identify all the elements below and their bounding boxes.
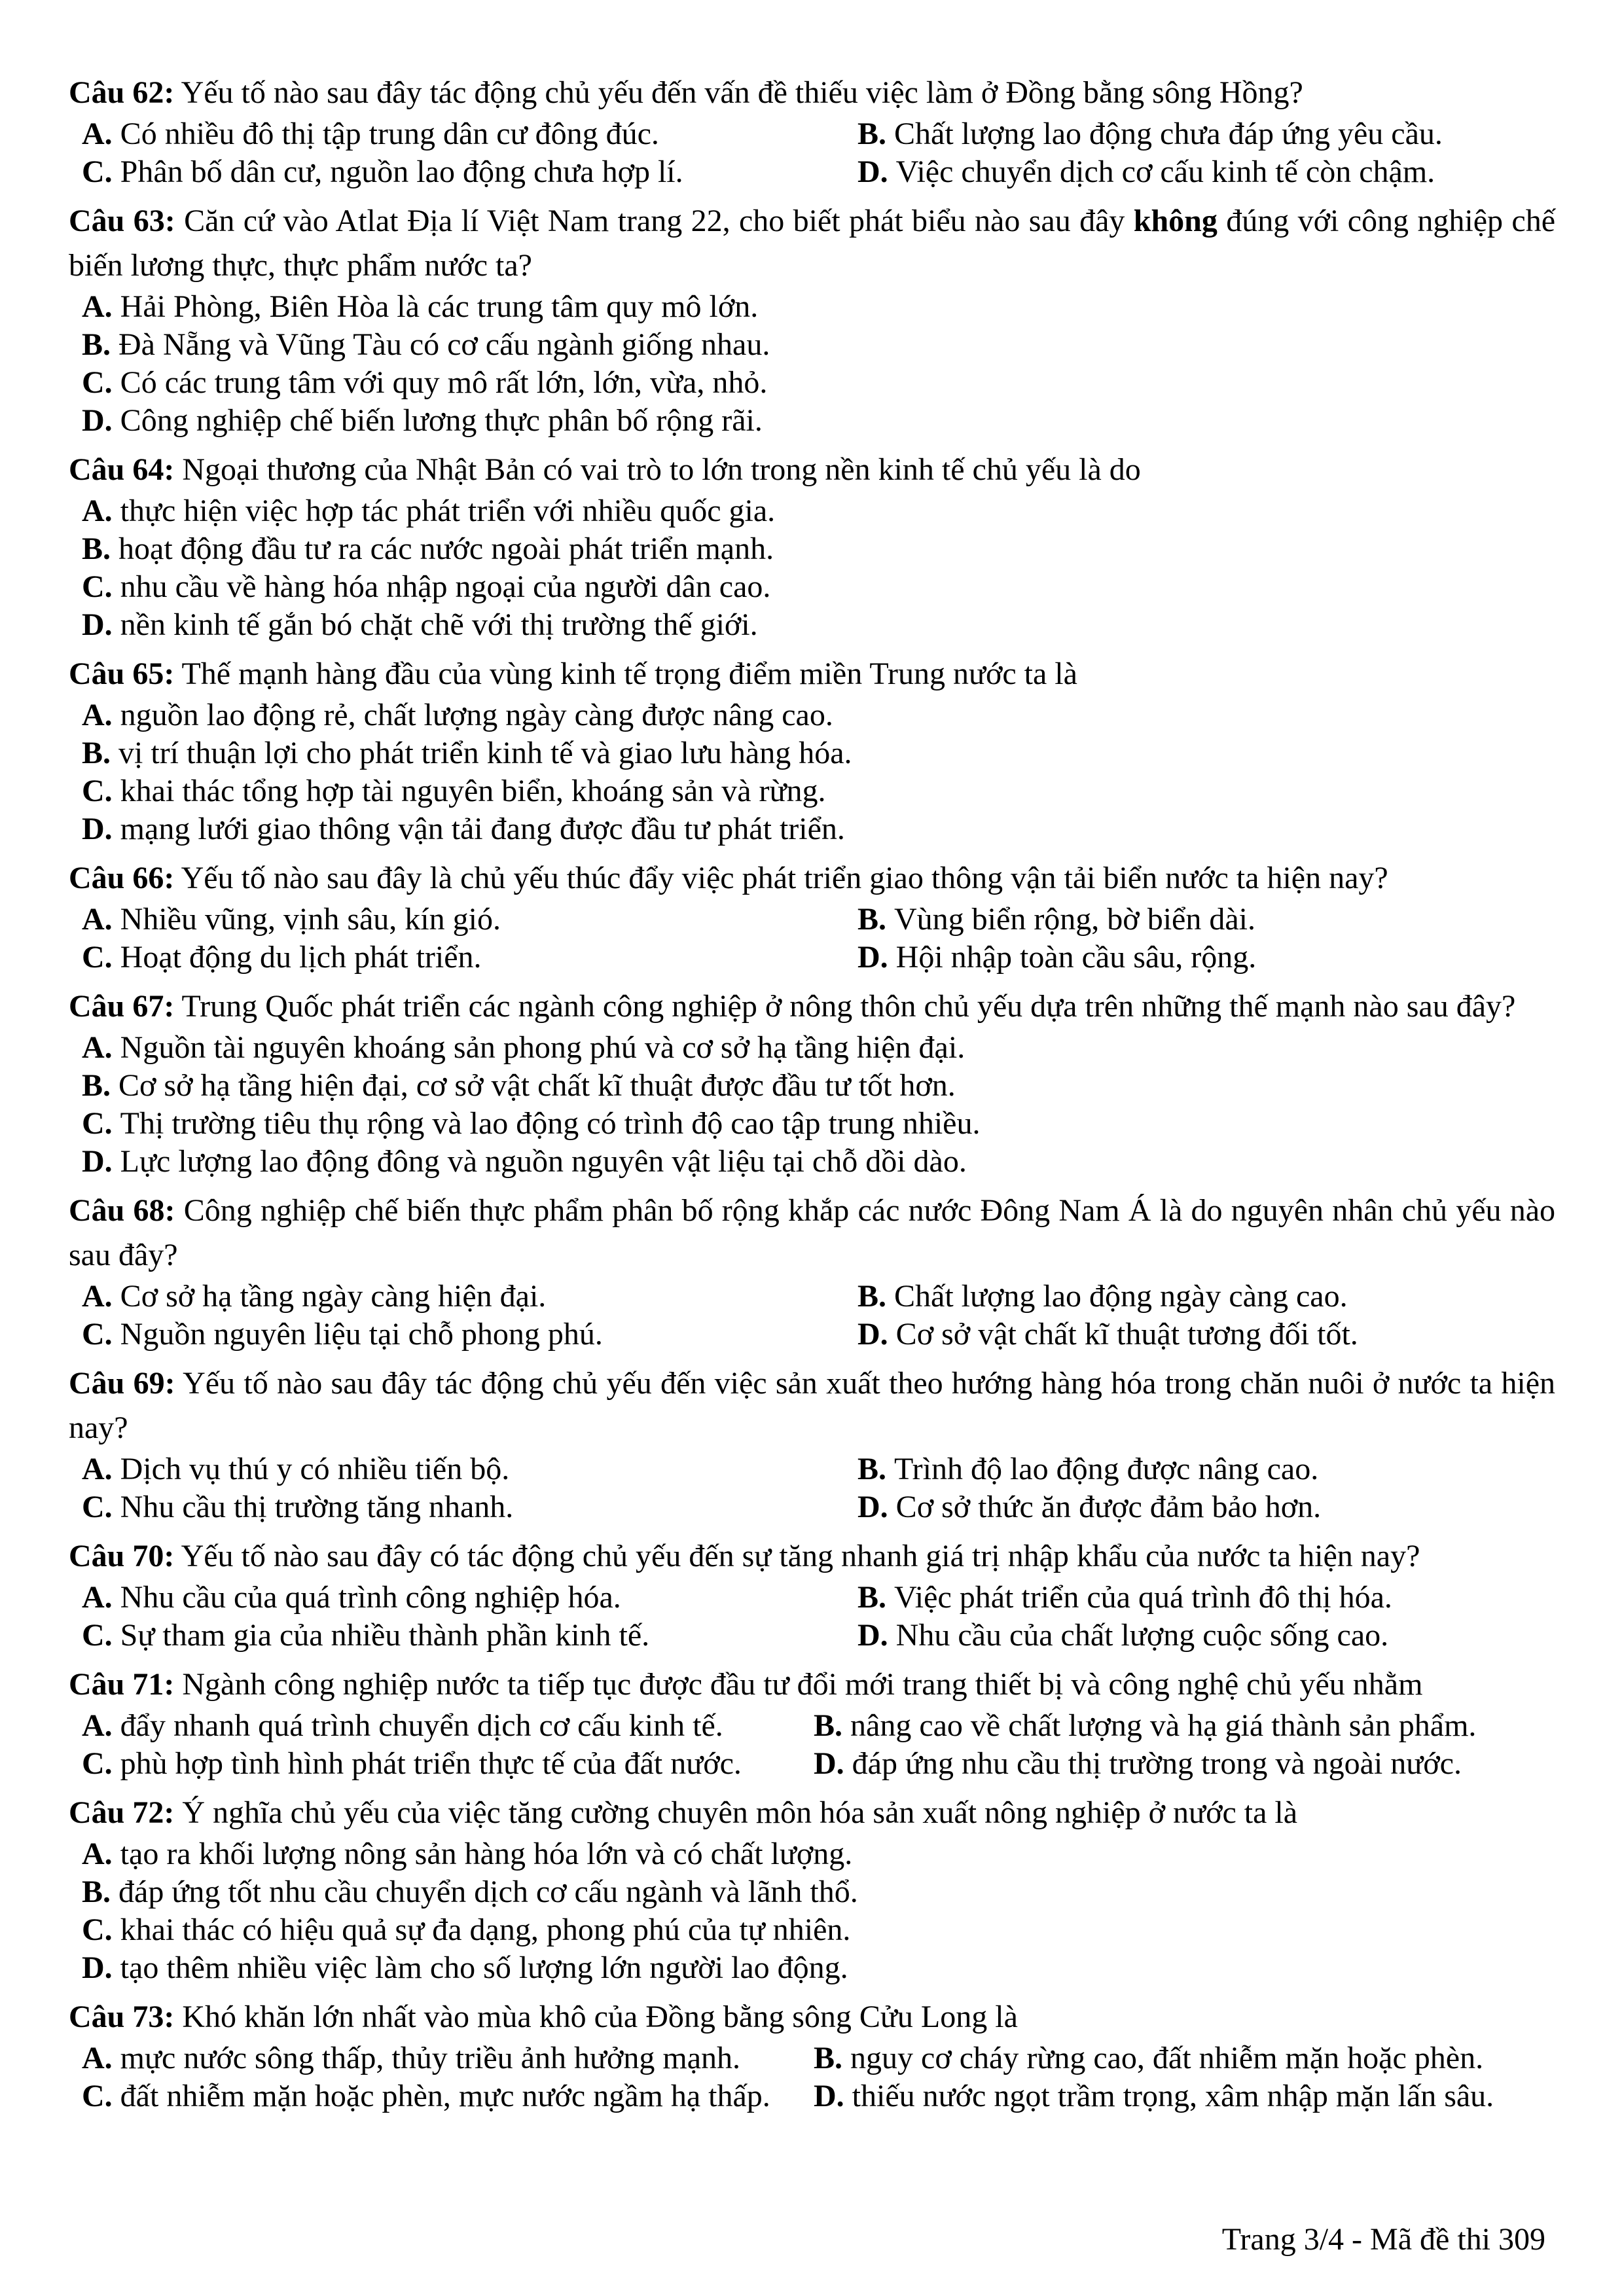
option-row	[82, 1143, 1555, 1181]
options	[69, 901, 1555, 977]
question-segment: Ý nghĩa chủ yếu của việc tăng cường chuyên môn hóa sản xuất nông nghiệp ở nước ta là	[174, 1795, 1298, 1830]
options	[69, 115, 1555, 191]
option-text: Dịch vụ thú y có nhiều tiến bộ.	[120, 1452, 510, 1486]
option-text: đẩy nhanh quá trình chuyển dịch cơ cấu kinh tế.	[120, 1708, 723, 1743]
option-D	[857, 1488, 1321, 1526]
question-segment: Yếu tố nào sau đây tác động chủ yếu đến vấn đề thiếu việc làm ở Đồng bằng sông Hồng?	[174, 75, 1303, 110]
option-letter: C.	[82, 1317, 113, 1352]
option-B	[857, 1278, 1348, 1316]
option-text: Nhu cầu của chất lượng cuộc sống cao.	[895, 1618, 1389, 1653]
option-row	[82, 153, 1555, 191]
option-text: Cơ sở hạ tầng ngày càng hiện đại.	[120, 1279, 547, 1314]
option-letter: A.	[82, 1279, 113, 1314]
option-C	[82, 2077, 814, 2115]
option-text: Nhu cầu của quá trình công nghiệp hóa.	[120, 1580, 621, 1615]
question-label: Câu 73:	[69, 2000, 175, 2034]
option-row	[82, 939, 1555, 977]
option-row	[82, 2039, 1555, 2077]
option-text: hoạt động đầu tư ra các nước ngoài phát triển mạnh.	[118, 531, 774, 566]
option-letter: A.	[82, 1837, 113, 1871]
option-row	[82, 1579, 1555, 1617]
question-label: Câu 66:	[69, 861, 175, 895]
option-text: thực hiện việc hợp tác phát triển với nhiều quốc gia.	[120, 493, 776, 528]
option-text: Công nghiệp chế biến lương thực phân bố rộng rãi.	[120, 403, 763, 438]
question-segment: Trung Quốc phát triển các ngành công nghiệp ở nông thôn chủ yếu dựa trên những thế mạnh nào sau đây?	[174, 989, 1516, 1024]
option-text: thiếu nước ngọt trầm trọng, xâm nhập mặn lấn sâu.	[852, 2079, 1494, 2113]
option-B	[82, 1068, 956, 1103]
option-text: Việc phát triển của quá trình đô thị hóa.	[894, 1580, 1392, 1615]
option-row	[82, 606, 1555, 644]
option-A	[82, 1707, 814, 1745]
option-text: nền kinh tế gắn bó chặt chẽ với thị trường thế giới.	[120, 607, 758, 642]
option-letter: A.	[82, 1030, 113, 1065]
option-letter: B.	[82, 531, 111, 566]
option-row	[82, 1105, 1555, 1143]
question-text	[69, 71, 1555, 115]
option-text: Vùng biển rộng, bờ biển dài.	[894, 902, 1255, 937]
question-segment: Công nghiệp chế biến thực phẩm phân bố rộng khắp các nước Đông Nam Á là do nguyên nhân chủ yếu nào sau đây?	[69, 1193, 1556, 1272]
question-text	[69, 1791, 1555, 1835]
option-row	[82, 810, 1555, 848]
option-text: Việc chuyển dịch cơ cấu kinh tế còn chậm.	[895, 154, 1435, 189]
option-letter: D.	[857, 154, 888, 189]
question-text	[69, 1189, 1555, 1278]
options	[69, 1707, 1555, 1783]
option-text: vị trí thuận lợi cho phát triển kinh tế và giao lưu hàng hóa.	[118, 736, 852, 770]
option-text: tạo ra khối lượng nông sản hàng hóa lớn và có chất lượng.	[120, 1837, 853, 1871]
option-text: nhu cầu về hàng hóa nhập ngoại của người dân cao.	[120, 569, 771, 604]
question-text	[69, 1534, 1555, 1579]
option-row	[82, 1707, 1555, 1745]
option-row	[82, 568, 1555, 606]
option-B	[857, 1579, 1392, 1617]
option-letter: A.	[82, 493, 113, 528]
option-letter: D.	[857, 1490, 888, 1524]
option-C	[82, 1106, 980, 1141]
option-A	[82, 1278, 857, 1316]
option-D	[82, 403, 763, 438]
option-letter: D.	[857, 940, 888, 975]
option-row	[82, 1316, 1555, 1354]
question-68	[69, 1189, 1555, 1354]
question-segment: Khó khăn lớn nhất vào mùa khô của Đồng bằng sông Cửu Long là	[174, 2000, 1018, 2034]
page-number-footer: Trang 3/4 - Mã đề thi 309	[1221, 2222, 1545, 2257]
option-text: Chất lượng lao động chưa đáp ứng yêu cầu.	[894, 117, 1443, 151]
question-segment: Căn cứ vào Atlat Địa lí Việt Nam trang 22, cho biết phát biểu nào sau đây	[175, 204, 1134, 238]
option-C	[82, 1745, 814, 1783]
option-C	[82, 774, 826, 808]
question-segment: Yếu tố nào sau đây là chủ yếu thúc đẩy việc phát triển giao thông vận tải biển nước ta hiện nay?	[174, 861, 1388, 895]
option-D	[82, 1144, 967, 1179]
question-segment: Ngoại thương của Nhật Bản có vai trò to lớn trong nền kinh tế chủ yếu là do	[174, 452, 1141, 487]
option-letter: A.	[82, 1580, 113, 1615]
option-B	[82, 531, 774, 566]
option-letter: D.	[82, 1144, 113, 1179]
option-text: Chất lượng lao động ngày càng cao.	[894, 1279, 1348, 1314]
question-label: Câu 65:	[69, 656, 175, 691]
options	[69, 1579, 1555, 1655]
option-row	[82, 288, 1555, 326]
question-label: Câu 71:	[69, 1667, 175, 1702]
option-A	[82, 1837, 852, 1871]
question-segment: Yếu tố nào sau đây có tác động chủ yếu đến sự tăng nhanh giá trị nhập khẩu của nước ta hiện nay?	[174, 1539, 1420, 1573]
option-letter: C.	[82, 2079, 113, 2113]
question-text	[69, 1995, 1555, 2039]
option-letter: C.	[82, 940, 113, 975]
option-letter: B.	[82, 327, 111, 362]
option-letter: A.	[82, 117, 113, 151]
option-row	[82, 1029, 1555, 1067]
option-text: Thị trường tiêu thụ rộng và lao động có trình độ cao tập trung nhiều.	[120, 1106, 981, 1141]
option-letter: A.	[82, 1708, 113, 1743]
question-emphasis: không	[1133, 204, 1218, 238]
option-text: phù hợp tình hình phát triển thực tế của đất nước.	[120, 1746, 742, 1781]
option-text: khai thác có hiệu quả sự đa dạng, phong phú của tự nhiên.	[120, 1912, 851, 1947]
option-D	[814, 1745, 1462, 1783]
option-letter: B.	[82, 736, 111, 770]
question-label: Câu 70:	[69, 1539, 175, 1573]
options	[69, 1029, 1555, 1181]
option-letter: C.	[82, 365, 113, 400]
option-B	[857, 1450, 1318, 1488]
option-text: Đà Nẵng và Vũng Tàu có cơ cấu ngành giống nhau.	[118, 327, 770, 362]
option-text: Cơ sở thức ăn được đảm bảo hơn.	[895, 1490, 1322, 1524]
question-text	[69, 448, 1555, 492]
option-row	[82, 1488, 1555, 1526]
option-text: đất nhiễm mặn hoặc phèn, mực nước ngầm hạ thấp.	[120, 2079, 770, 2113]
option-B	[82, 327, 770, 362]
option-letter: D.	[814, 1746, 844, 1781]
option-B	[857, 115, 1443, 153]
option-letter: D.	[82, 403, 113, 438]
option-letter: B.	[857, 117, 887, 151]
option-row	[82, 1067, 1555, 1105]
option-A	[82, 698, 833, 732]
option-B	[857, 901, 1255, 939]
option-text: Hội nhập toàn cầu sâu, rộng.	[895, 940, 1257, 975]
option-text: Nhiều vũng, vịnh sâu, kín gió.	[120, 902, 501, 937]
option-row	[82, 734, 1555, 772]
question-list	[69, 71, 1555, 2115]
option-B	[814, 1707, 1476, 1745]
option-text: nguy cơ cháy rừng cao, đất nhiễm mặn hoặc phèn.	[850, 2041, 1484, 2075]
question-segment: Yếu tố nào sau đây tác động chủ yếu đến việc sản xuất theo hướng hàng hóa trong chăn nuôi ở nước ta hiện nay?	[69, 1366, 1556, 1445]
option-letter: D.	[857, 1618, 888, 1653]
question-70	[69, 1534, 1555, 1655]
options	[69, 2039, 1555, 2115]
question-label: Câu 62:	[69, 75, 175, 110]
option-letter: B.	[857, 902, 887, 937]
option-letter: A.	[82, 1452, 113, 1486]
question-71	[69, 1662, 1555, 1783]
option-text: mực nước sông thấp, thủy triều ảnh hưởng mạnh.	[120, 2041, 740, 2075]
question-67	[69, 984, 1555, 1181]
option-row	[82, 530, 1555, 568]
option-text: đáp ứng tốt nhu cầu chuyển dịch cơ cấu ngành và lãnh thổ.	[118, 1874, 858, 1909]
option-D	[82, 812, 845, 846]
options	[69, 1278, 1555, 1354]
option-letter: B.	[857, 1279, 887, 1314]
question-segment: đúng với công nghiệp chế biến lương thực, thực phẩm nước ta?	[69, 204, 1556, 283]
option-text: đáp ứng nhu cầu thị trường trong và ngoài nước.	[852, 1746, 1462, 1781]
option-row	[82, 1949, 1555, 1987]
option-D	[857, 1617, 1388, 1655]
option-row	[82, 115, 1555, 153]
question-64	[69, 448, 1555, 644]
option-B	[82, 736, 852, 770]
question-label: Câu 68:	[69, 1193, 175, 1228]
question-segment: Ngành công nghiệp nước ta tiếp tục được đầu tư đổi mới trang thiết bị và công nghệ chủ yếu nhằm	[174, 1667, 1423, 1702]
option-letter: B.	[82, 1874, 111, 1909]
option-letter: C.	[82, 1618, 113, 1653]
option-row	[82, 901, 1555, 939]
option-D	[857, 153, 1435, 191]
option-C	[82, 939, 857, 977]
question-text	[69, 199, 1555, 288]
options	[69, 492, 1555, 644]
option-text: nâng cao về chất lượng và hạ giá thành sản phẩm.	[850, 1708, 1477, 1743]
option-text: Nhu cầu thị trường tăng nhanh.	[120, 1490, 514, 1524]
option-letter: C.	[82, 1490, 113, 1524]
option-C	[82, 1912, 850, 1947]
option-letter: A.	[82, 902, 113, 937]
question-63	[69, 199, 1555, 440]
option-text: Lực lượng lao động đông và nguồn nguyên vật liệu tại chỗ dồi dào.	[120, 1144, 967, 1179]
option-A	[82, 289, 758, 324]
option-A	[82, 493, 775, 528]
option-letter: A.	[82, 2041, 113, 2075]
option-D	[857, 1316, 1358, 1354]
question-66	[69, 856, 1555, 977]
options	[69, 1835, 1555, 1987]
option-row	[82, 696, 1555, 734]
option-text: Hoạt động du lịch phát triển.	[120, 940, 482, 975]
option-A	[82, 2039, 814, 2077]
option-letter: B.	[82, 1068, 111, 1103]
option-D	[82, 1950, 848, 1985]
option-row	[82, 1873, 1555, 1911]
option-text: khai thác tổng hợp tài nguyên biển, khoáng sản và rừng.	[120, 774, 826, 808]
option-letter: D.	[82, 607, 113, 642]
option-row	[82, 492, 1555, 530]
option-row	[82, 772, 1555, 810]
option-A	[82, 1579, 857, 1617]
question-segment: Thế mạnh hàng đầu của vùng kinh tế trọng điểm miền Trung nước ta là	[174, 656, 1077, 691]
option-row	[82, 1450, 1555, 1488]
question-69	[69, 1361, 1555, 1526]
option-text: Có các trung tâm với quy mô rất lớn, lớn, vừa, nhỏ.	[120, 365, 768, 400]
option-C	[82, 365, 767, 400]
option-C	[82, 569, 770, 604]
option-letter: D.	[82, 1950, 113, 1985]
question-73	[69, 1995, 1555, 2115]
option-C	[82, 1316, 857, 1354]
options	[69, 1450, 1555, 1526]
option-text: Nguồn tài nguyên khoáng sản phong phú và cơ sở hạ tầng hiện đại.	[120, 1030, 965, 1065]
option-letter: D.	[814, 2079, 844, 2113]
option-row	[82, 326, 1555, 364]
option-A	[82, 115, 857, 153]
option-C	[82, 1488, 857, 1526]
option-letter: A.	[82, 698, 113, 732]
option-row	[82, 2077, 1555, 2115]
option-A	[82, 1030, 965, 1065]
option-row	[82, 1278, 1555, 1316]
option-row	[82, 1745, 1555, 1783]
option-text: tạo thêm nhiều việc làm cho số lượng lớn người lao động.	[120, 1950, 848, 1985]
question-label: Câu 72:	[69, 1795, 175, 1830]
option-row	[82, 364, 1555, 402]
question-label: Câu 63:	[69, 204, 175, 238]
option-text: Sự tham gia của nhiều thành phần kinh tế.	[120, 1618, 650, 1653]
option-letter: B.	[814, 1708, 843, 1743]
option-A	[82, 1450, 857, 1488]
option-row	[82, 1911, 1555, 1949]
question-label: Câu 69:	[69, 1366, 175, 1401]
option-text: Hải Phòng, Biên Hòa là các trung tâm quy mô lớn.	[120, 289, 759, 324]
option-letter: C.	[82, 774, 113, 808]
options	[69, 288, 1555, 440]
option-row	[82, 402, 1555, 440]
option-letter: B.	[857, 1452, 887, 1486]
option-text: Nguồn nguyên liệu tại chỗ phong phú.	[120, 1317, 603, 1352]
option-text: Phân bố dân cư, nguồn lao động chưa hợp lí.	[120, 154, 683, 189]
option-letter: B.	[857, 1580, 887, 1615]
question-text	[69, 652, 1555, 696]
question-text	[69, 1662, 1555, 1707]
option-text: Trình độ lao động được nâng cao.	[894, 1452, 1319, 1486]
option-D	[857, 939, 1256, 977]
option-letter: C.	[82, 1106, 113, 1141]
option-text: Cơ sở vật chất kĩ thuật tương đối tốt.	[895, 1317, 1358, 1352]
option-row	[82, 1617, 1555, 1655]
option-text: Cơ sở hạ tầng hiện đại, cơ sở vật chất kĩ thuật được đầu tư tốt hơn.	[118, 1068, 956, 1103]
question-62	[69, 71, 1555, 191]
question-label: Câu 67:	[69, 989, 175, 1024]
option-letter: D.	[857, 1317, 888, 1352]
option-letter: C.	[82, 1912, 113, 1947]
question-65	[69, 652, 1555, 848]
option-D	[82, 607, 758, 642]
question-72	[69, 1791, 1555, 1987]
option-B	[82, 1874, 858, 1909]
option-text: Có nhiều đô thị tập trung dân cư đông đúc.	[120, 117, 659, 151]
question-label: Câu 64:	[69, 452, 175, 487]
question-text	[69, 856, 1555, 901]
option-text: mạng lưới giao thông vận tải đang được đầu tư phát triển.	[120, 812, 845, 846]
question-text	[69, 1361, 1555, 1450]
option-B	[814, 2039, 1483, 2077]
option-letter: D.	[82, 812, 113, 846]
option-text: nguồn lao động rẻ, chất lượng ngày càng được nâng cao.	[120, 698, 833, 732]
option-letter: C.	[82, 569, 113, 604]
option-letter: C.	[82, 1746, 113, 1781]
options	[69, 696, 1555, 848]
option-letter: B.	[814, 2041, 843, 2075]
option-row	[82, 1835, 1555, 1873]
question-text	[69, 984, 1555, 1029]
option-C	[82, 153, 857, 191]
option-D	[814, 2077, 1494, 2115]
option-C	[82, 1617, 857, 1655]
option-letter: C.	[82, 154, 113, 189]
option-A	[82, 901, 857, 939]
option-letter: A.	[82, 289, 113, 324]
